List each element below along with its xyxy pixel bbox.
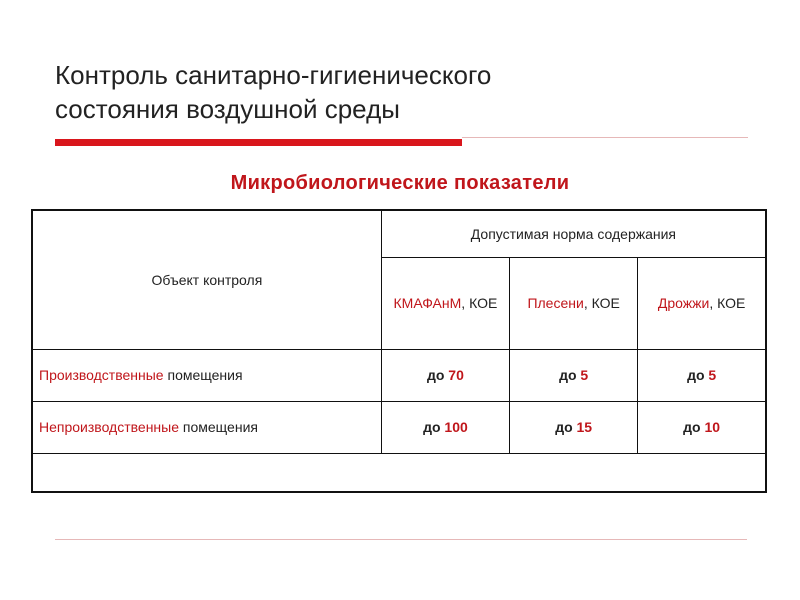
title-line-2: состояния воздушной среды — [55, 94, 400, 124]
header-col-unit: , КОЕ — [709, 294, 746, 311]
value-number: 10 — [704, 419, 721, 435]
row-label-nonproduction — [32, 401, 381, 453]
slide-title — [55, 58, 755, 126]
header-norm-label: Допустимая норма содержания — [470, 225, 677, 242]
value-number: 5 — [708, 367, 717, 383]
value-number: 70 — [448, 367, 464, 383]
value-cell — [638, 401, 766, 453]
header-object-label: Объект контроля — [151, 271, 263, 288]
header-col-name: Плесени — [527, 294, 584, 311]
value-cell — [638, 349, 766, 401]
value-prefix: до — [559, 367, 581, 383]
table-row — [32, 349, 766, 401]
table-subtitle: Микробиологические показатели — [230, 172, 570, 194]
header-col-unit: , КОЕ — [583, 294, 620, 311]
row-label-accent: Производственные — [39, 367, 164, 383]
header-norm-cell — [381, 210, 766, 257]
row-label-accent: Непроизводственные — [39, 419, 180, 435]
value-prefix: до — [423, 419, 445, 435]
header-col-name: Дрожжи — [657, 294, 710, 311]
header-object-cell — [32, 210, 381, 349]
header-col-yeast — [638, 257, 766, 349]
row-label-rest: помещения — [163, 367, 243, 383]
value-number: 5 — [580, 367, 589, 383]
value-prefix: до — [687, 367, 709, 383]
value-cell — [510, 401, 638, 453]
value-cell — [510, 349, 638, 401]
value-number: 15 — [576, 419, 593, 435]
row-label-production — [32, 349, 381, 401]
row-label-rest: помещения — [179, 419, 258, 435]
value-prefix: до — [555, 419, 577, 435]
value-cell — [381, 401, 509, 453]
title-divider-line — [462, 137, 748, 138]
title-line-1: Контроль санитарно-гигиенического — [55, 60, 492, 90]
header-col-unit: , КОЕ — [461, 294, 498, 311]
value-prefix: до — [683, 419, 705, 435]
norms-table — [31, 209, 767, 493]
table-header-row — [32, 210, 766, 257]
value-cell — [381, 349, 509, 401]
header-col-name: КМАФАнМ — [393, 294, 462, 311]
footer-divider-line — [55, 539, 747, 540]
empty-cell — [32, 453, 766, 492]
header-col-kmafanm — [381, 257, 509, 349]
header-col-mold — [510, 257, 638, 349]
title-accent-bar — [55, 139, 462, 146]
value-prefix: до — [426, 367, 449, 383]
value-number: 100 — [444, 419, 468, 435]
table-row — [32, 401, 766, 453]
table-empty-row — [32, 453, 766, 492]
